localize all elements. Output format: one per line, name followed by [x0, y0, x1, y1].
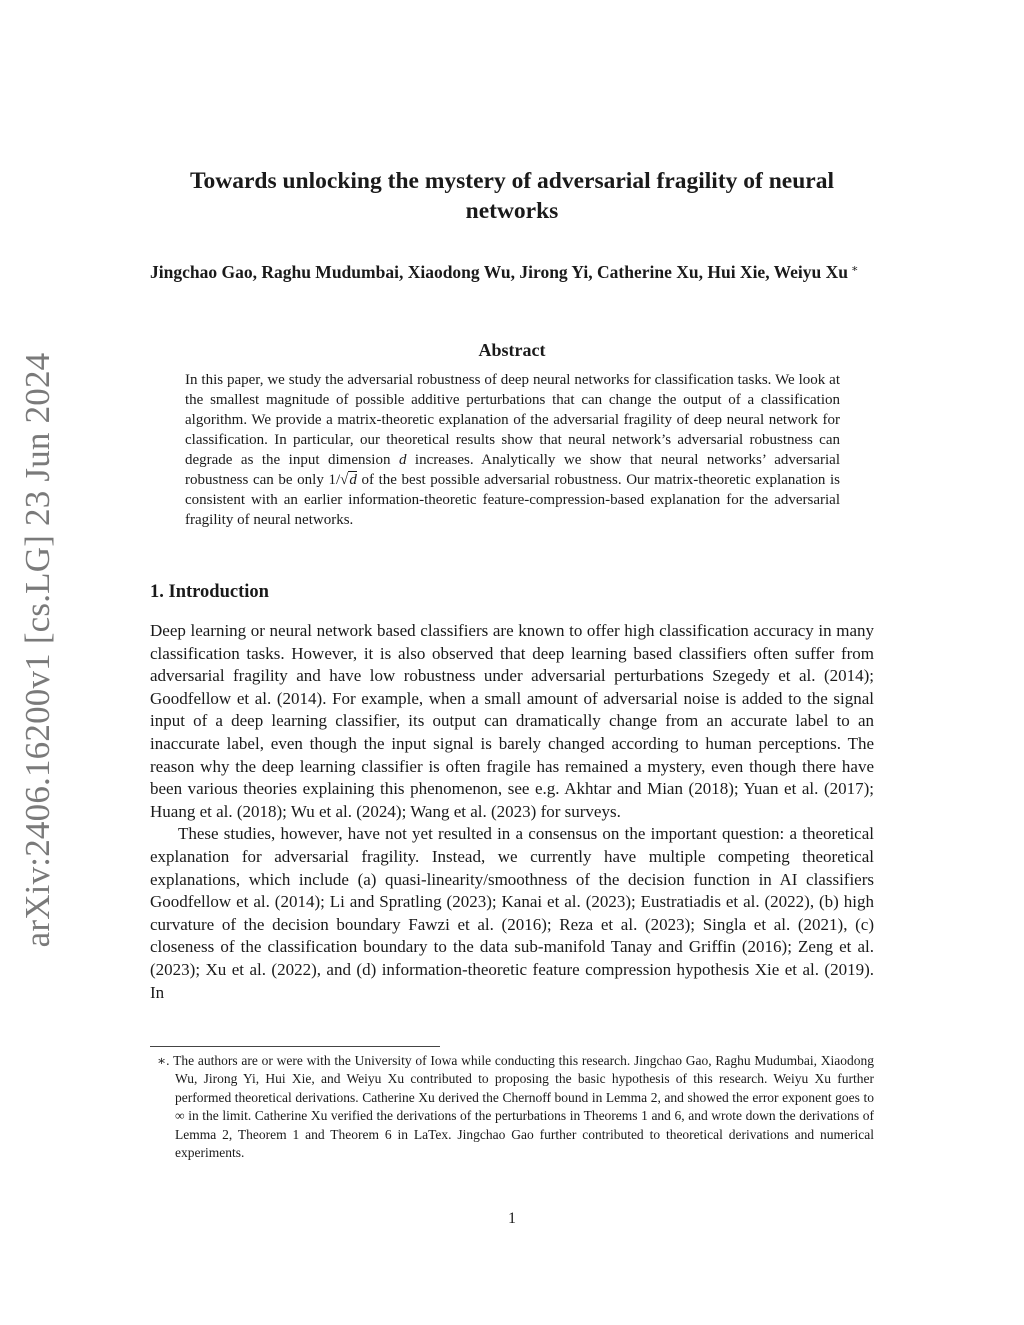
- abstract-text-part-3: of the best possible adversarial robustness. Our matrix-theoretic explanation is consistent with an earlier information-theoretic feature-compression-based explanation for the adversarial fragility of neural networks.: [185, 472, 840, 528]
- author-list: [150, 258, 874, 284]
- section-heading-introduction: 1. Introduction: [150, 582, 269, 602]
- intro-paragraph-2: These studies, however, have not yet resulted in a consensus on the important question: a theoretical explanation for adversarial fragility. Instead, we currently have multiple competing theoretical explanations, which include (a) quasi-linearity/smoothness of the decision function in AI classifiers Goodfellow et al. (2014); Li and Spratling (2023); Kanai et al. (2023); Eustratiadis et al. (2022), (b) high curvature of the decision boundary Fawzi et al. (2016); Reza et al. (2023); Singla et al. (2021), (c) closeness of the classification boundary to the data sub-manifold Tanay and Griffin (2016); Zeng et al. (2023); Xu et al. (2022), and (d) information-theoretic feature compression hypothesis Xie et al. (2019). In: [150, 824, 874, 1002]
- footnote: [150, 1052, 874, 1162]
- arxiv-identifier: arXiv:2406.16200v1 [cs.LG] 23 Jun 2024: [18, 352, 57, 948]
- abstract-heading: Abstract: [478, 340, 546, 360]
- page-number: 1: [508, 1210, 516, 1227]
- author-names: Jingchao Gao, Raghu Mudumbai, Xiaodong Wu, Jirong Yi, Catherine Xu, Hui Xie, Weiyu Xu: [150, 262, 849, 282]
- abstract-ratio-var: d: [349, 472, 357, 488]
- abstract-ratio-prefix: 1/√: [328, 472, 349, 488]
- footnote-text: The authors are or were with the University of Iowa while conducting this research. Jingchao Gao, Raghu Mudumbai, Xiaodong Wu, Jirong Yi, Hui Xie, and Weiyu Xu contributed to proposing the basic hypothesis of this research. Weiyu Xu further performed theoretical derivations. Catherine Xu derived the Chernoff bound in Lemma 2, and showed the error exponent goes to ∞ in the limit. Catherine Xu verified the derivations of the perturbations in Theorems 1 and 6, and wrote down the derivations of Lemma 2, Theorem 1 and Theorem 6 in LaTex. Jingchao Gao further contributed to theoretical derivations and numerical experiments.: [173, 1053, 874, 1161]
- abstract-var-d: d: [398, 452, 407, 468]
- paper-title: Towards unlocking the mystery of adversarial fragility of neural networks: [189, 168, 835, 224]
- intro-paragraph-1: Deep learning or neural network based classifiers are known to offer high classification accuracy in many classification tasks. However, it is also observed that deep learning based classifiers often suffer from adversarial fragility and have low robustness under adversarial perturbations Szegedy et al. (2014); Goodfellow et al. (2014). For example, when a small amount of adversarial noise is added to the signal input of a deep learning classifier, its output can dramatically change from an accurate label to an inaccurate label, even though the input signal is barely changed according to human perceptions. The reason why the deep learning classifier is often fragile has remained a mystery, even though there have been various theories explaining this phenomenon, see e.g. Akhtar and Mian (2018); Yuan et al. (2017); Huang et al. (2018); Wu et al. (2024); Wang et al. (2023) for surveys.: [150, 621, 874, 821]
- author-footnote-mark: ∗: [851, 263, 859, 275]
- footnote-mark: ∗.: [157, 1053, 170, 1068]
- abstract-text-part-2: increases. Analytically we show that neural networks’ adversarial robustness can be only: [185, 452, 840, 488]
- abstract-text: [185, 370, 840, 530]
- abstract-text-part-1: In this paper, we study the adversarial robustness of deep neural networks for classification tasks. We look at the smallest magnitude of possible additive perturbations that can change the output of a classification algorithm. We provide a matrix-theoretic explanation of the adversarial fragility of deep neural network for classification. In particular, our theoretical results show that neural network’s adversarial robustness can degrade as the input dimension: [185, 372, 840, 468]
- footnote-divider: [150, 1046, 440, 1047]
- introduction-body: [150, 620, 874, 1004]
